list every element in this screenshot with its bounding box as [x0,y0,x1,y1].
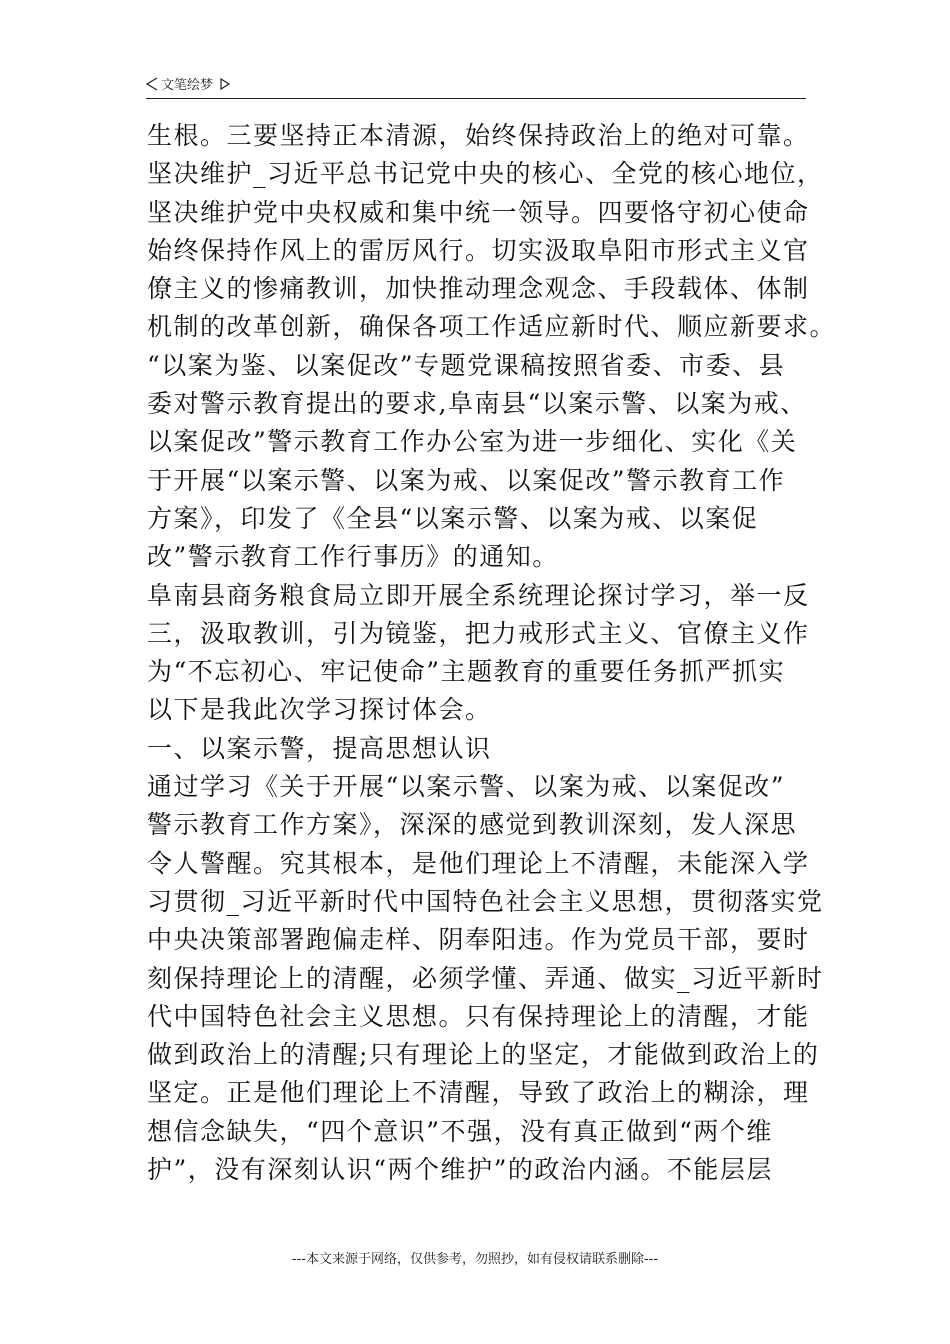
text-line: 习贯彻_习近平新时代中国特色社会主义思想，贯彻落实党 [147,886,824,916]
text-line: 为“不忘初心、牢记使命”主题教育的重要任务抓严抓实 [147,657,786,687]
text-line: 一、以案示警，提高思想认识 [147,733,492,763]
document-body [147,117,837,1189]
text-line: 坚决维护党中央权威和集中统一领导。四要恪守初心使命 [147,197,810,227]
text-line: 生根。三要坚持正本清源，始终保持政治上的绝对可靠。 [147,121,810,150]
left-triangle-icon [146,77,158,91]
text-line: 于开展“以案示警、以案为戒、以案促改”警示教育工作 [147,465,786,495]
text-line: 通过学习《关于开展“以案示警、以案为戒、以案促改” [147,772,786,802]
text-line: 中央决策部署跑偏走样、阴奉阳违。作为党员干部，要时 [147,925,810,955]
text-line: 做到政治上的清醒;只有理论上的坚定，才能做到政治上的 [147,1040,820,1070]
header-title: 文笔绘梦 [161,78,214,93]
text-line: 方案》，印发了《全县“以案示警、以案为戒、以案促 [147,503,759,533]
text-line: 坚决维护_习近平总书记党中央的核心、全党的核心地位， [147,159,824,189]
text-line: 委对警示教育提出的要求,阜南县“以案示警、以案为戒、 [147,389,807,419]
text-line: “以案为鉴、以案促改”专题党课稿按照省委、市委、县 [147,350,786,380]
text-line: 代中国特色社会主义思想。只有保持理论上的清醒，才能 [147,1001,810,1031]
text-line: 以案促改”警示教育工作办公室为进一步细化、实化《关 [147,427,798,457]
text-line: 刻保持理论上的清醒，必须学懂、弄通、做实_习近平新时 [147,963,824,993]
footer-disclaimer: ---本文来源于网络，仅供参考，勿照抄，如有侵权请联系删除--- [291,1252,659,1267]
text-line: 僚主义的惨痛教训，加快推动理念观念、手段载体、体制 [147,274,810,304]
text-line: 坚定。正是他们理论上不清醒，导致了政治上的糊涂，理 [147,1078,810,1108]
text-line: 始终保持作风上的雷厉风行。切实汲取阜阳市形式主义官 [147,235,810,265]
text-line: 以下是我此次学习探讨体会。 [147,695,492,725]
text-line: 令人警醒。究其根本，是他们理论上不清醒，未能深入学 [147,848,810,878]
right-triangle-icon [219,77,231,91]
text-line: 想信念缺失，“四个意识”不强，没有真正做到“两个维 [147,1116,773,1146]
text-line: 三，汲取教训，引为镜鉴，把力戒形式主义、官僚主义作 [147,618,810,648]
text-line: 改”警示教育工作行事历》的通知。 [147,542,559,572]
text-line: 警示教育工作方案》，深深的感觉到教训深刻，发人深思 [147,810,798,840]
text-line: 护”，没有深刻认识“两个维护”的政治内涵。不能层层 [147,1155,773,1185]
text-line: 机制的改革创新，确保各项工作适应新时代、顺应新要求。 [147,312,837,342]
text-line: 阜南县商务粮食局立即开展全系统理论探讨学习，举一反 [147,580,810,610]
page-header [146,72,806,99]
header-brand [146,74,231,93]
